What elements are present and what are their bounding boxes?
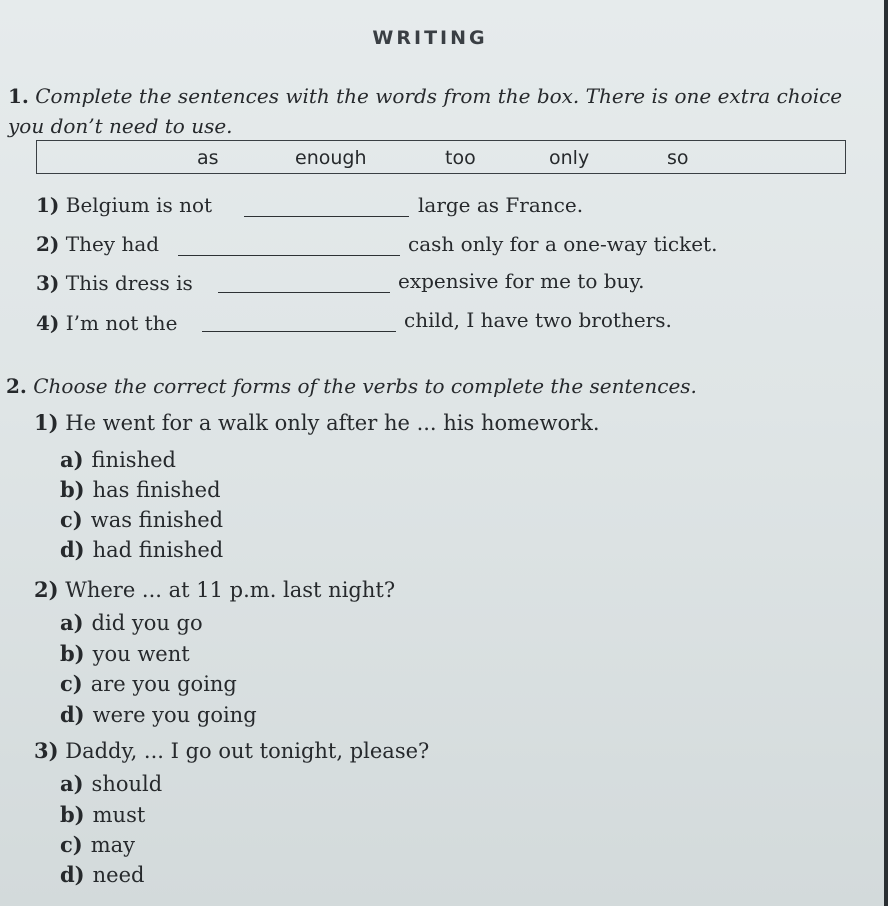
option-letter: d) — [60, 702, 85, 727]
task-2-number: 2. — [6, 374, 27, 398]
option-letter: b) — [60, 477, 85, 502]
question-text: Daddy, ... I go out tonight, please? — [65, 739, 430, 763]
question-text: He went for a walk only after he ... his homework. — [65, 411, 600, 435]
sentence-before: They had — [65, 232, 160, 256]
box-word: as — [197, 147, 219, 169]
task-1-number: 1. — [8, 84, 29, 108]
option-letter: a) — [60, 447, 84, 472]
sentence-number: 4) — [36, 311, 60, 335]
task-2-instruction — [6, 371, 856, 401]
option-text: finished — [91, 448, 176, 472]
page-edge — [884, 0, 888, 906]
sentence-after: large as France. — [418, 193, 584, 217]
question-number: 3) — [34, 738, 59, 763]
option[interactable] — [60, 771, 162, 796]
option-letter: d) — [60, 862, 85, 887]
option-text: need — [92, 863, 145, 887]
option-letter: b) — [60, 641, 85, 666]
section-heading: WRITING — [372, 27, 488, 49]
option-text: may — [90, 833, 136, 857]
option[interactable] — [60, 862, 144, 887]
option[interactable] — [60, 477, 221, 502]
option[interactable] — [60, 610, 203, 635]
question-text: Where ... at 11 p.m. last night? — [65, 578, 396, 602]
sentence — [36, 311, 177, 335]
option-text: was finished — [90, 508, 224, 532]
question-number: 1) — [34, 410, 59, 435]
option-text: had finished — [92, 538, 224, 562]
box-word: only — [549, 147, 590, 169]
option[interactable] — [60, 447, 176, 472]
question — [34, 577, 395, 602]
sentence — [36, 193, 212, 217]
option-text: did you go — [91, 611, 203, 635]
word-box — [36, 140, 846, 174]
sentence-number: 1) — [36, 193, 60, 217]
sentence — [36, 271, 193, 295]
box-word: so — [667, 147, 689, 169]
box-word: enough — [295, 147, 367, 169]
option-letter: a) — [60, 771, 84, 796]
sentence-before: Belgium is not — [65, 193, 213, 217]
option-letter: c) — [60, 507, 83, 532]
sentence — [36, 232, 159, 256]
option-letter: a) — [60, 610, 84, 635]
answer-blank[interactable] — [178, 255, 400, 256]
option-text: has finished — [92, 478, 221, 502]
option[interactable] — [60, 702, 257, 727]
option[interactable] — [60, 507, 223, 532]
option-text: were you going — [92, 703, 257, 727]
box-word: too — [445, 147, 476, 169]
option-text: must — [92, 803, 146, 827]
option-text: are you going — [90, 672, 237, 696]
option[interactable] — [60, 671, 237, 696]
task-1-text: Complete the sentences with the words from the box. There is one extra choice you don’t need to use. — [8, 84, 843, 138]
option-letter: b) — [60, 802, 85, 827]
answer-blank[interactable] — [244, 216, 409, 217]
task-1-instruction — [8, 81, 858, 141]
question-number: 2) — [34, 577, 59, 602]
answer-blank[interactable] — [202, 331, 396, 332]
sentence-before: I’m not the — [65, 311, 178, 335]
sentence-after: child, I have two brothers. — [404, 308, 672, 332]
sentence-number: 2) — [36, 232, 60, 256]
sentence-before: This dress is — [65, 271, 193, 295]
question — [34, 410, 600, 435]
option[interactable] — [60, 802, 145, 827]
answer-blank[interactable] — [218, 292, 390, 293]
option[interactable] — [60, 537, 223, 562]
option[interactable] — [60, 641, 190, 666]
sentence-number: 3) — [36, 271, 60, 295]
option-text: you went — [92, 642, 190, 666]
sentence-after: expensive for me to buy. — [398, 269, 645, 293]
option-letter: c) — [60, 832, 83, 857]
sentence-after: cash only for a one-way ticket. — [408, 232, 718, 256]
option-text: should — [91, 772, 163, 796]
task-2-text: Choose the correct forms of the verbs to complete the sentences. — [33, 374, 697, 398]
option-letter: d) — [60, 537, 85, 562]
option-letter: c) — [60, 671, 83, 696]
option[interactable] — [60, 832, 135, 857]
question — [34, 738, 429, 763]
